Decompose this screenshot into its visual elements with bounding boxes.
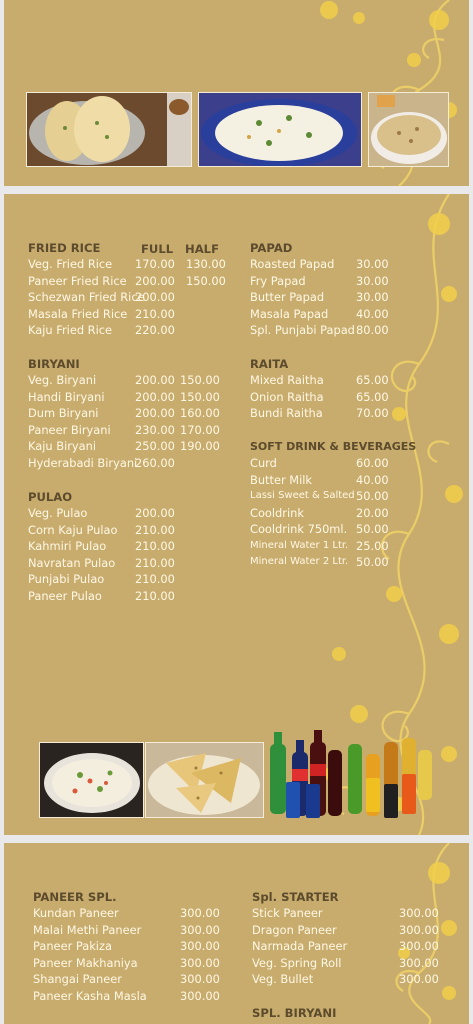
- spl-starter-heading: Spl. STARTER: [252, 890, 339, 904]
- fried-rice-photo: [198, 92, 362, 167]
- list-item: Kundan Paneer 300.00: [33, 906, 220, 920]
- list-item: Fry Papad 30.00: [250, 273, 389, 288]
- list-item: Paneer Fried Rice 200.00 150.00: [28, 273, 226, 288]
- list-item: Schezwan Fried Rice 200.00: [28, 290, 175, 304]
- menu-page-bottom: [4, 843, 469, 1024]
- list-item: Handi Biryani 200.00 150.00: [28, 389, 220, 404]
- list-item: Veg. Spring Roll 300.00: [252, 955, 439, 970]
- biryani-list: [28, 372, 228, 471]
- beverages-list: [250, 455, 420, 571]
- papad-heading: PAPAD: [250, 241, 293, 255]
- list-item: Paneer Kasha Masla 300.00: [33, 988, 220, 1003]
- list-item: Cooldrink 750ml. 50.00: [250, 522, 389, 536]
- list-item: Veg. Biryani 200.00 150.00: [28, 373, 220, 387]
- list-item: Masala Papad 40.00: [250, 306, 389, 321]
- spl-biryani-heading: SPL. BIRYANI: [252, 1006, 337, 1020]
- fried-rice-heading: FRIED RICE: [28, 241, 101, 255]
- list-item: Narmada Paneer 300.00: [252, 939, 439, 953]
- list-item: Cooldrink 20.00: [250, 505, 389, 520]
- list-item: Veg. Pulao 200.00: [28, 506, 175, 520]
- roti-photo: [368, 92, 449, 167]
- list-item: Dum Biryani 200.00 160.00: [28, 406, 220, 420]
- spl-starter-list: [252, 905, 442, 988]
- list-item: Butter Papad 30.00: [250, 290, 389, 304]
- list-item: Dragon Paneer 300.00: [252, 922, 439, 937]
- list-item: Kaju Biryani 250.00 190.00: [28, 439, 220, 453]
- list-item: Butter Milk 40.00: [250, 472, 389, 487]
- list-item: Roasted Papad 30.00: [250, 257, 389, 271]
- half-column-header: HALF: [185, 242, 219, 256]
- pulao-list: [28, 505, 228, 604]
- menu-page-middle: [4, 194, 469, 835]
- list-item: Veg. Bullet 300.00: [252, 972, 439, 986]
- paneer-spl-heading: PANEER SPL.: [33, 890, 117, 904]
- paneer-spl-list: [33, 905, 233, 1004]
- list-item: Veg. Fried Rice 170.00 130.00: [28, 257, 226, 271]
- list-item: Mixed Raitha 65.00: [250, 373, 389, 387]
- beverages-heading: SOFT DRINK & BEVERAGES: [250, 440, 417, 453]
- list-item: Kahmiri Pulao 210.00: [28, 539, 175, 553]
- list-item: Kaju Fried Rice 220.00: [28, 323, 175, 337]
- papad-list: [250, 256, 420, 339]
- list-item: Paneer Pakiza 300.00: [33, 939, 220, 953]
- list-item: Navratan Pulao 210.00: [28, 555, 175, 570]
- list-item: Masala Fried Rice 210.00: [28, 306, 175, 321]
- list-item: Stick Paneer 300.00: [252, 906, 439, 920]
- raita-list: [250, 372, 420, 422]
- list-item: Malai Methi Paneer 300.00: [33, 922, 220, 937]
- list-item: Corn Kaju Pulao 210.00: [28, 522, 175, 537]
- full-column-header: FULL: [141, 242, 174, 256]
- list-item: Mineral Water 1 Ltr. 25.00: [250, 538, 389, 553]
- list-item: Shangai Paneer 300.00: [33, 972, 220, 986]
- list-item: Lassi Sweet & Salted 50.00: [250, 489, 389, 503]
- raita-heading: RAITA: [250, 357, 289, 371]
- veg-pulao-photo: [39, 742, 144, 818]
- fried-rice-list: [28, 256, 228, 339]
- list-item: Paneer Makhaniya 300.00: [33, 955, 220, 970]
- menu-page-top: [4, 0, 469, 186]
- soft-drinks-bottles: [266, 724, 436, 824]
- biryani-heading: BIRYANI: [28, 357, 80, 371]
- papad-photo: [145, 742, 264, 818]
- list-item: Paneer Pulao 210.00: [28, 588, 175, 603]
- list-item: Curd 60.00: [250, 456, 389, 470]
- list-item: Paneer Biryani 230.00 170.00: [28, 422, 220, 437]
- list-item: Punjabi Pulao 210.00: [28, 572, 175, 586]
- list-item: Hyderabadi Biryani 260.00: [28, 455, 175, 470]
- list-item: Spl. Punjabi Papad 80.00: [250, 323, 389, 337]
- list-item: Bundi Raitha 70.00: [250, 406, 389, 420]
- list-item: Onion Raitha 65.00: [250, 389, 389, 404]
- pulao-heading: PULAO: [28, 490, 73, 504]
- list-item: Mineral Water 2 Ltr. 50.00: [250, 555, 389, 569]
- naan-photo: [26, 92, 192, 167]
